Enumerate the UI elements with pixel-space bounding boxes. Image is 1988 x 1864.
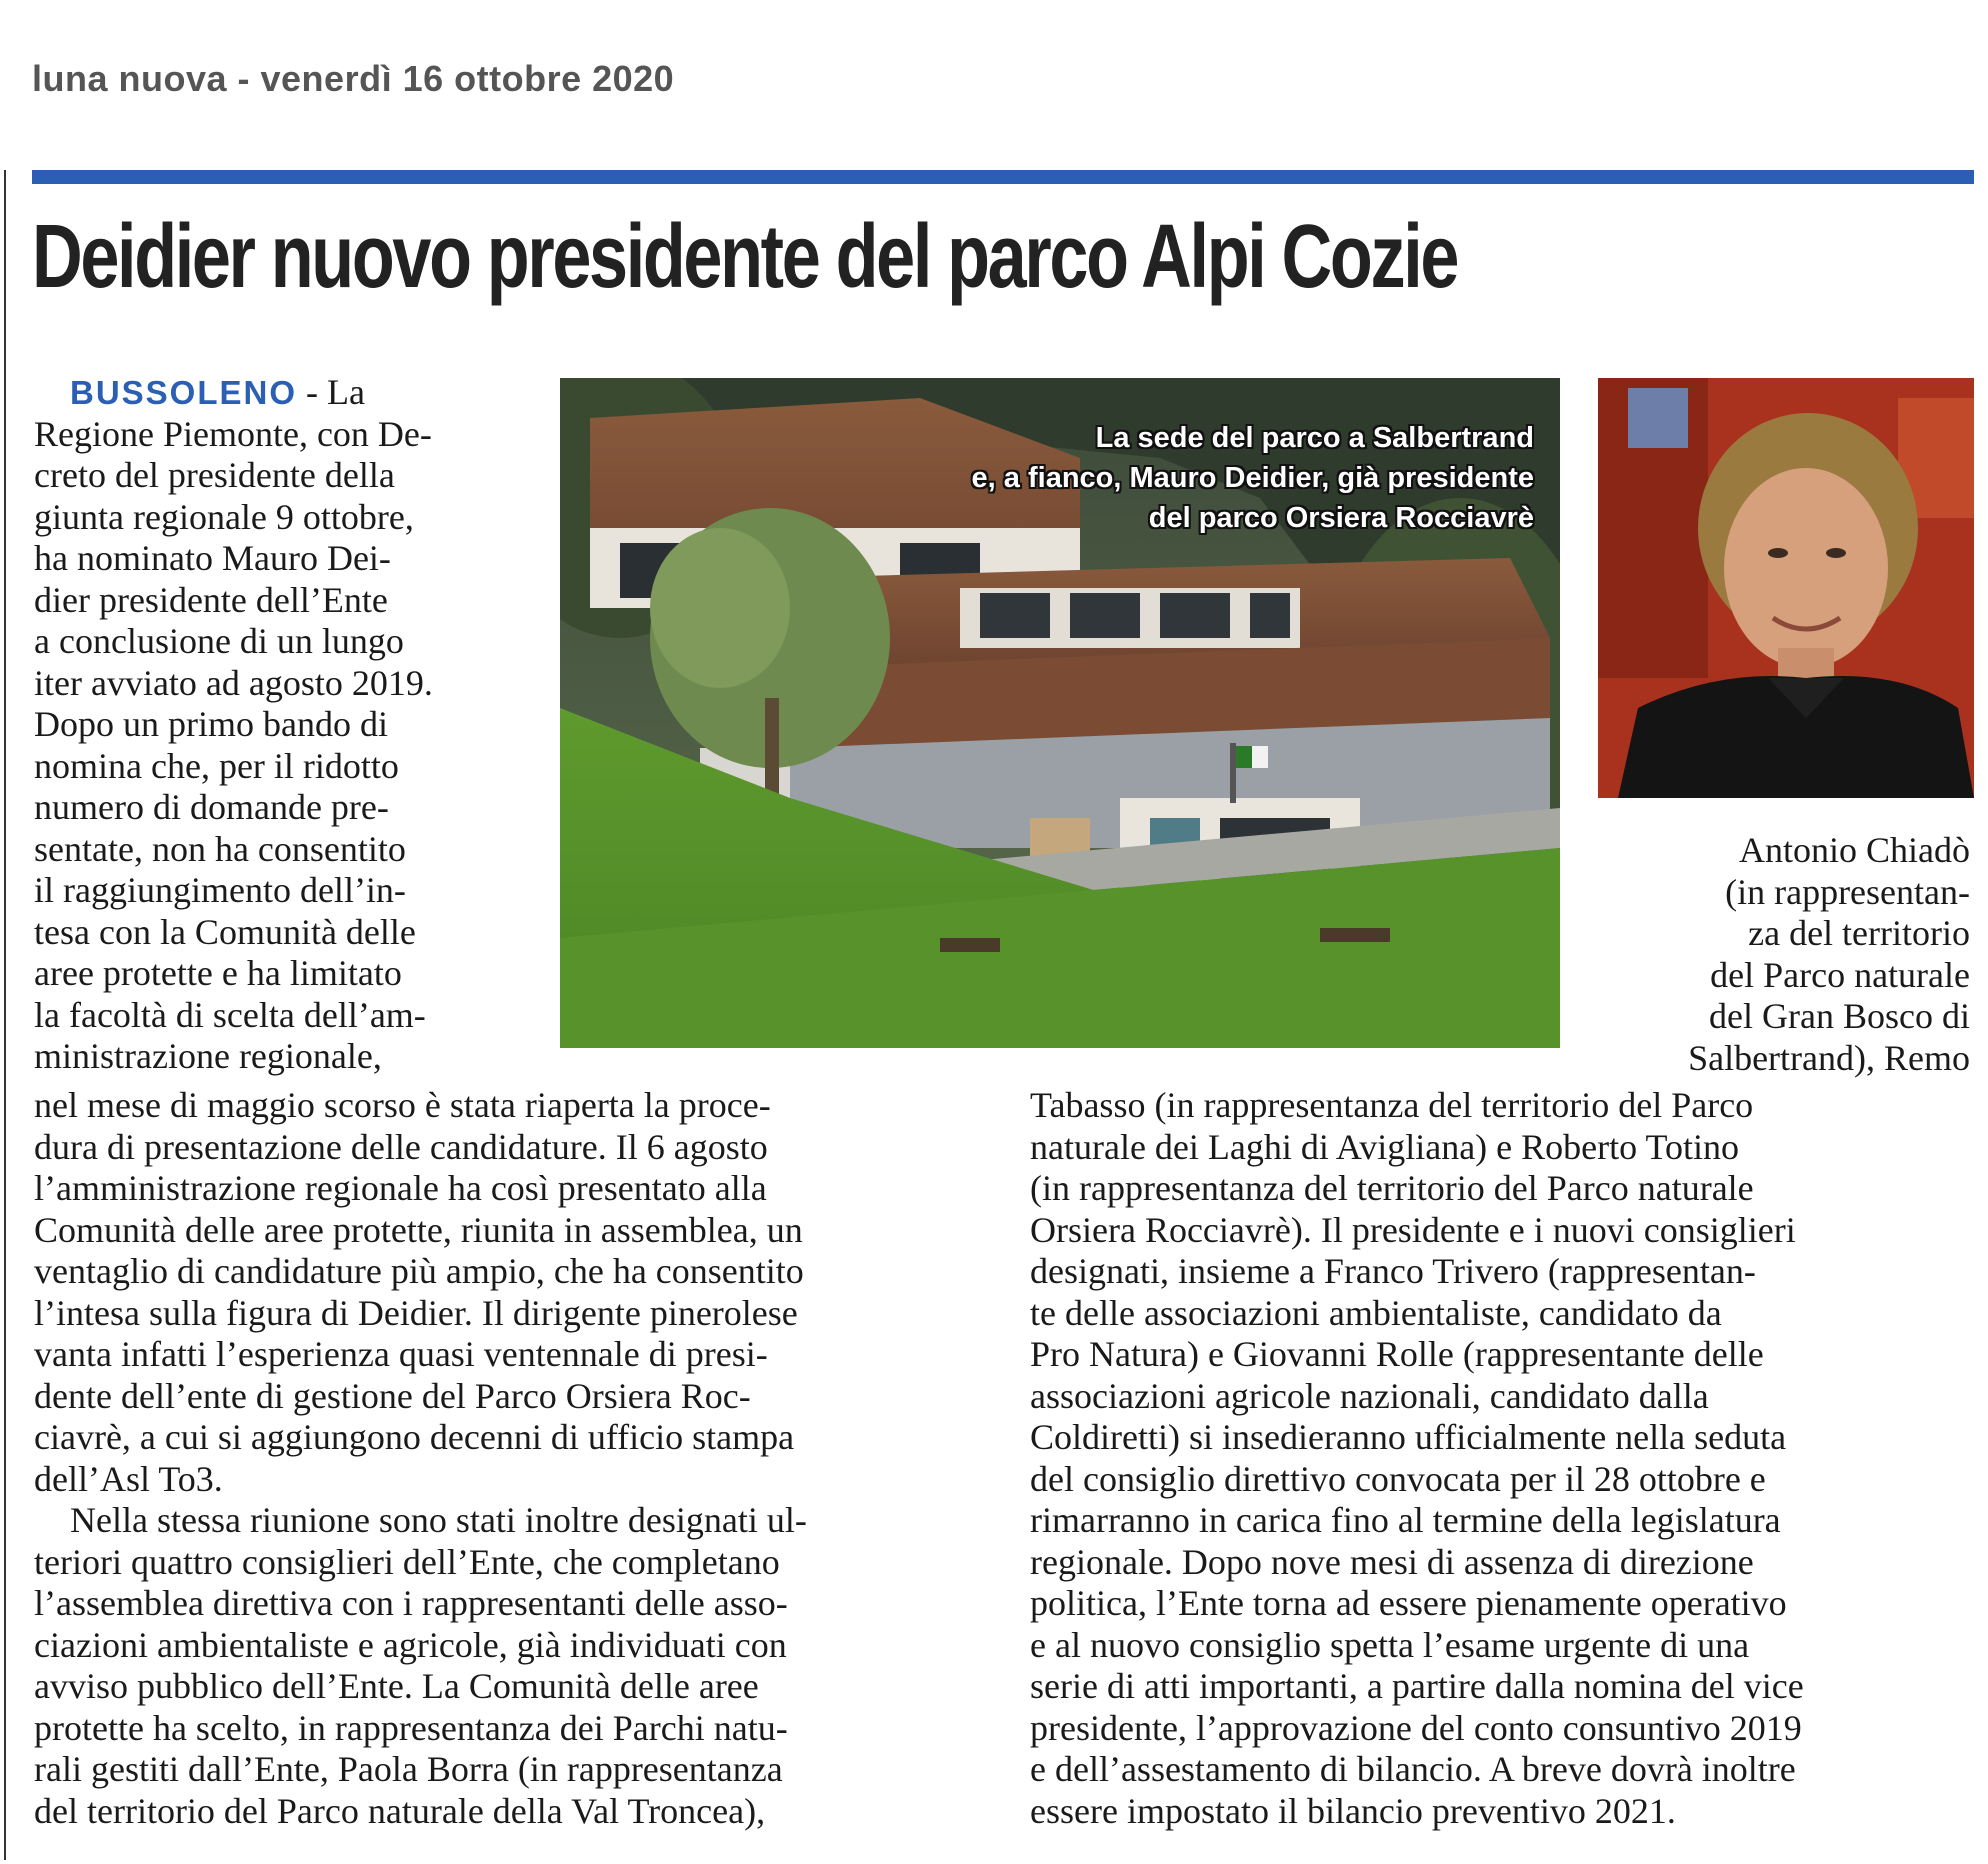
dateline: BUSSOLENO xyxy=(70,374,298,411)
portrait-photo xyxy=(1598,378,1974,798)
article-column-1 xyxy=(34,372,574,1078)
article-column-2: Tabasso (in rappresentanza del territorio del Parco naturale dei Laghi di Avigliana) e Roberto Totino (in rappresentanza del territorio del Parco naturale Orsiera Rocciavrè). Il presidente e i nuovi consiglieri designati, insieme a Franco Trivero (rappresentan- te delle associazioni ambientaliste, candidato da Pro Natura) e Giovanni Rolle (rappresentante delle associazioni agricole nazionali, candidato dalla Coldiretti) si insedieranno ufficialmente nella seduta del consiglio direttivo convocata per il 28 ottobre e rimarranno in carica fino al termine della legislatura regionale. Dopo nove mesi di assenza di direzione politica, l’Ente torna ad essere pienamente operativo e al nuovo consiglio spetta l’esame urgente di una serie di atti importanti, a partire dalla nomina del vice presidente, l’approvazione del conto consuntivo 2019 e dell’assestamento di bilancio. A breve dovrà inoltre essere impostato il bilancio preventivo 2021. xyxy=(1030,1085,1804,1831)
article-column-1-lower xyxy=(34,1085,974,1832)
article-paragraph-1: nel mese di maggio scorso è stata riaperta la proce- dura di presentazione delle candidature. Il 6 agosto l’amministrazione regionale ha così presentato alla Comunità delle aree protette, riunita in assemblea, un ventaglio di candidature più ampio, che ha consentito l’intesa sulla figura di Deidier. Il dirigente pinerolese vanta infatti l’esperienza quasi ventennale di presi- dente dell’ente di gestione del Parco Orsiera Roc- ciavrè, a cui si aggiungono decenni di ufficio stampa dell’Asl To3. xyxy=(34,1085,804,1499)
article-column-3: Antonio Chiadò (in rappresentan- za del territorio del Parco naturale del Gran Bosco di Salbertrand), Remo xyxy=(1688,830,1970,1078)
headline: Deidier nuovo presidente del parco Alpi Cozie xyxy=(32,207,1458,307)
article-paragraph-2 xyxy=(34,1500,974,1832)
portrait-illustration xyxy=(1598,378,1974,798)
section-rule xyxy=(32,170,1974,184)
masthead: luna nuova - venerdì 16 ottobre 2020 xyxy=(32,58,675,99)
article-lead-text: - La Regione Piemonte, con De- creto del presidente della giunta regionale 9 ottobre, ha nominato Mauro Dei- dier presidente dell’Ente a conclusione di un lungo iter avviato ad agosto 2019. Dopo un primo bando di nomina che, per il ridotto numero di domande pre- sentate, non ha consentito il raggiungimento dell’in- tesa con la Comunità delle aree protette e ha limitato la facoltà di scelta dell’am- ministrazione regionale, xyxy=(34,372,433,1076)
left-margin-rule xyxy=(4,170,6,1860)
park-headquarters-photo xyxy=(560,378,1560,1048)
article-paragraph-2-text: Nella stessa riunione sono stati inoltre designati ul- teriori quattro consiglieri dell’Ente, che completano l’assemblea direttiva con i rappresentanti delle asso- ciazioni ambientaliste e agricole, già individuati con avviso pubblico dell’Ente. La Comunità delle aree protette ha scelto, in rappresentanza dei Parchi natu- rali gestiti dall’Ente, Paola Borra (in rappresentanza del territorio del Parco naturale della Val Troncea), xyxy=(34,1500,807,1831)
photo-caption: La sede del parco a Salbertrand e, a fianco, Mauro Deidier, già presidente del parco Orsiera Rocciavrè xyxy=(971,422,1534,534)
